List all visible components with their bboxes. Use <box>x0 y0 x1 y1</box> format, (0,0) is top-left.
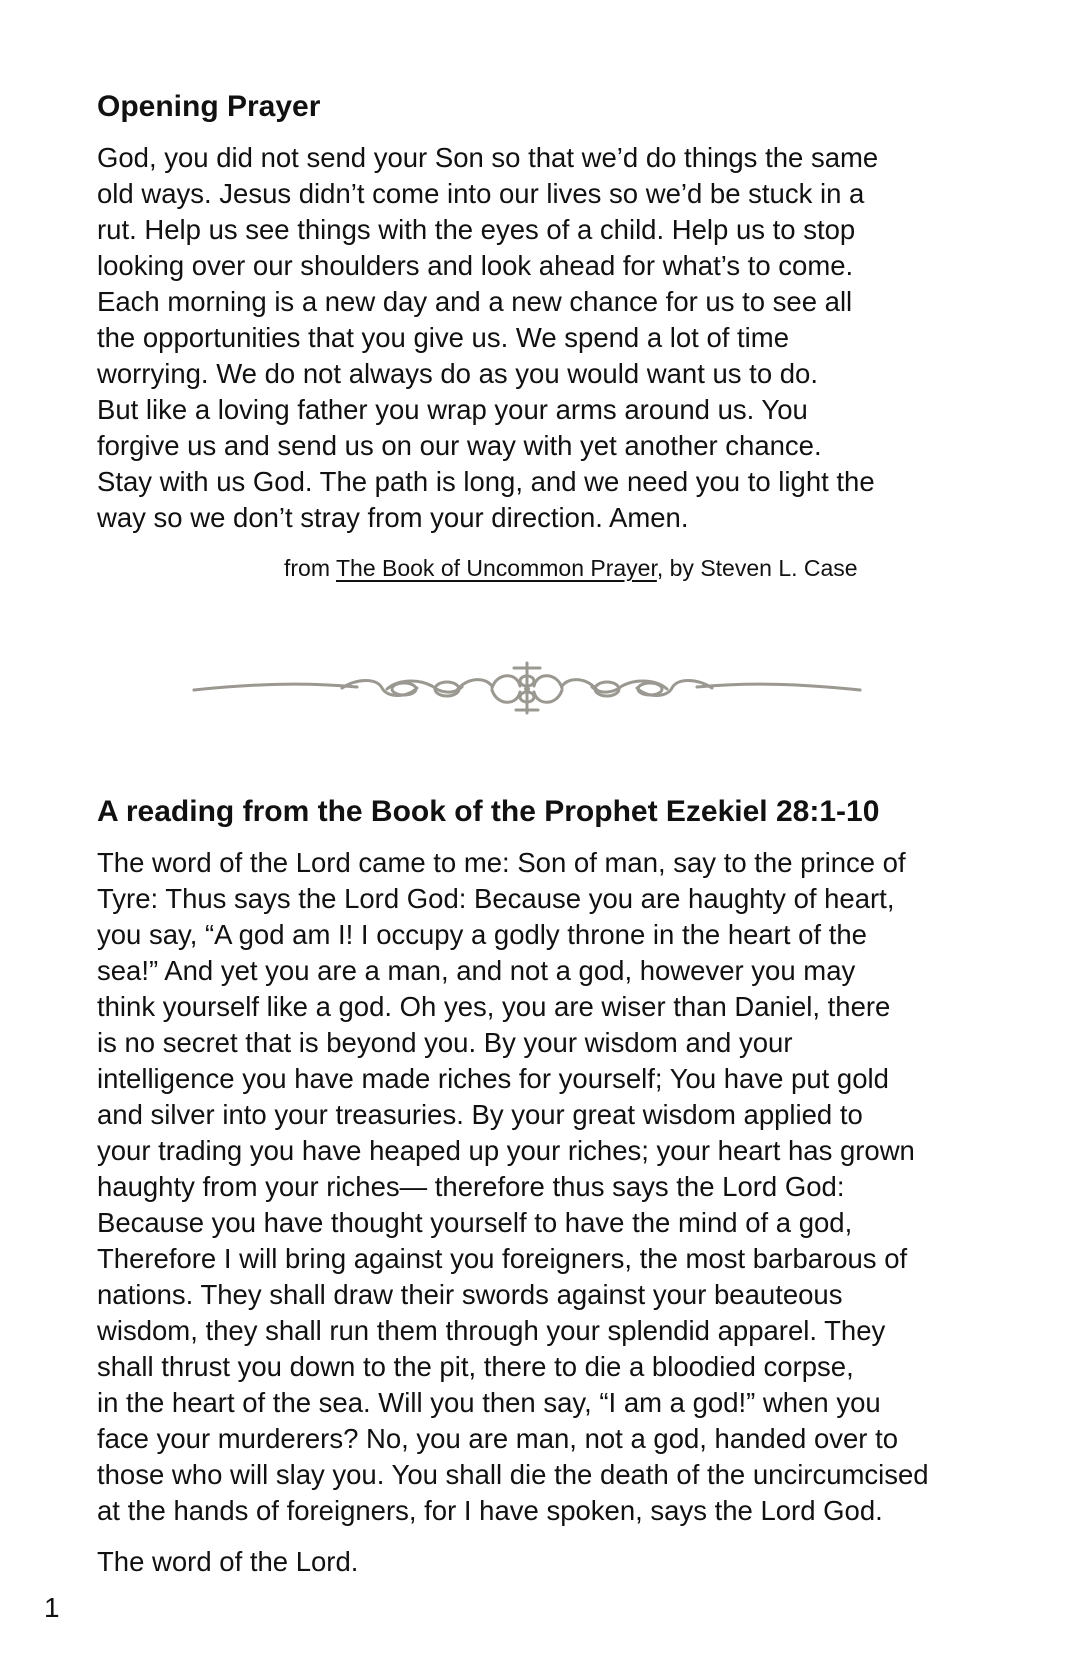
reading-line: you say, “A god am I! I occupy a godly throne in the heart of the <box>97 919 867 950</box>
reading-heading: A reading from the Book of the Prophet Ezekiel 28:1-10 <box>97 795 880 828</box>
reading-line: in the heart of the sea. Will you then say, “I am a god!” when you <box>97 1387 881 1418</box>
attribution-author: , by Steven L. Case <box>656 555 858 581</box>
attribution-book-title: The Book of Uncommon Prayer <box>335 555 657 581</box>
reading-text <box>97 845 929 1529</box>
reading-line: Tyre: Thus says the Lord God: Because you are haughty of heart, <box>97 883 895 914</box>
reading-line: Therefore I will bring against you foreigners, the most barbarous of <box>97 1243 908 1274</box>
prayer-line: rut. Help us see things with the eyes of a child. Help us to stop <box>97 214 856 245</box>
prayer-line: Stay with us God. The path is long, and we need you to light the <box>97 466 875 497</box>
reading-line: haughty from your riches— therefore thus says the Lord God: <box>97 1171 845 1202</box>
prayer-line: looking over our shoulders and look ahead for what’s to come. <box>97 250 854 281</box>
reading-line: your trading you have heaped up your riches; your heart has grown <box>97 1135 915 1166</box>
page-number: 1 <box>44 1592 60 1623</box>
prayer-line: Each morning is a new day and a new chance for us to see all <box>97 286 853 317</box>
reading-line: Because you have thought yourself to have the mind of a god, <box>97 1207 853 1238</box>
reading-line: intelligence you have made riches for yourself; You have put gold <box>97 1063 889 1094</box>
reading-line: think yourself like a god. Oh yes, you are wiser than Daniel, there <box>97 991 891 1022</box>
reading-line: wisdom, they shall run them through your splendid apparel. They <box>97 1315 886 1346</box>
attribution-prefix: from <box>284 555 336 581</box>
reading-line: face your murderers? No, you are man, not a god, handed over to <box>97 1423 899 1454</box>
reading-closing: The word of the Lord. <box>97 1546 359 1577</box>
reading-line: The word of the Lord came to me: Son of man, say to the prince of <box>97 847 906 878</box>
prayer-line: way so we don’t stray from your direction. Amen. <box>97 502 689 533</box>
reading-line: nations. They shall draw their swords against your beauteous <box>97 1279 843 1310</box>
prayer-line: God, you did not send your Son so that we’d do things the same <box>97 142 879 173</box>
prayer-line: worrying. We do not always do as you would want us to do. <box>97 358 818 389</box>
reading-line: at the hands of foreigners, for I have spoken, says the Lord God. <box>97 1495 883 1526</box>
reading-line: shall thrust you down to the pit, there to die a bloodied corpse, <box>97 1351 854 1382</box>
decorative-flourish-divider-icon <box>192 660 862 716</box>
reading-line: and silver into your treasuries. By your great wisdom applied to <box>97 1099 863 1130</box>
prayer-line: forgive us and send us on our way with yet another chance. <box>97 430 822 461</box>
reading-line: is no secret that is beyond you. By your wisdom and your <box>97 1027 793 1058</box>
opening-prayer-text <box>97 140 878 536</box>
prayer-line: the opportunities that you give us. We spend a lot of time <box>97 322 789 353</box>
prayer-line: But like a loving father you wrap your arms around us. You <box>97 394 808 425</box>
opening-prayer-heading: Opening Prayer <box>97 90 321 123</box>
prayer-line: old ways. Jesus didn’t come into our lives so we’d be stuck in a <box>97 178 865 209</box>
prayer-attribution <box>284 554 858 582</box>
reading-line: those who will slay you. You shall die the death of the uncircumcised <box>97 1459 929 1490</box>
reading-line: sea!” And yet you are a man, and not a god, however you may <box>97 955 856 986</box>
